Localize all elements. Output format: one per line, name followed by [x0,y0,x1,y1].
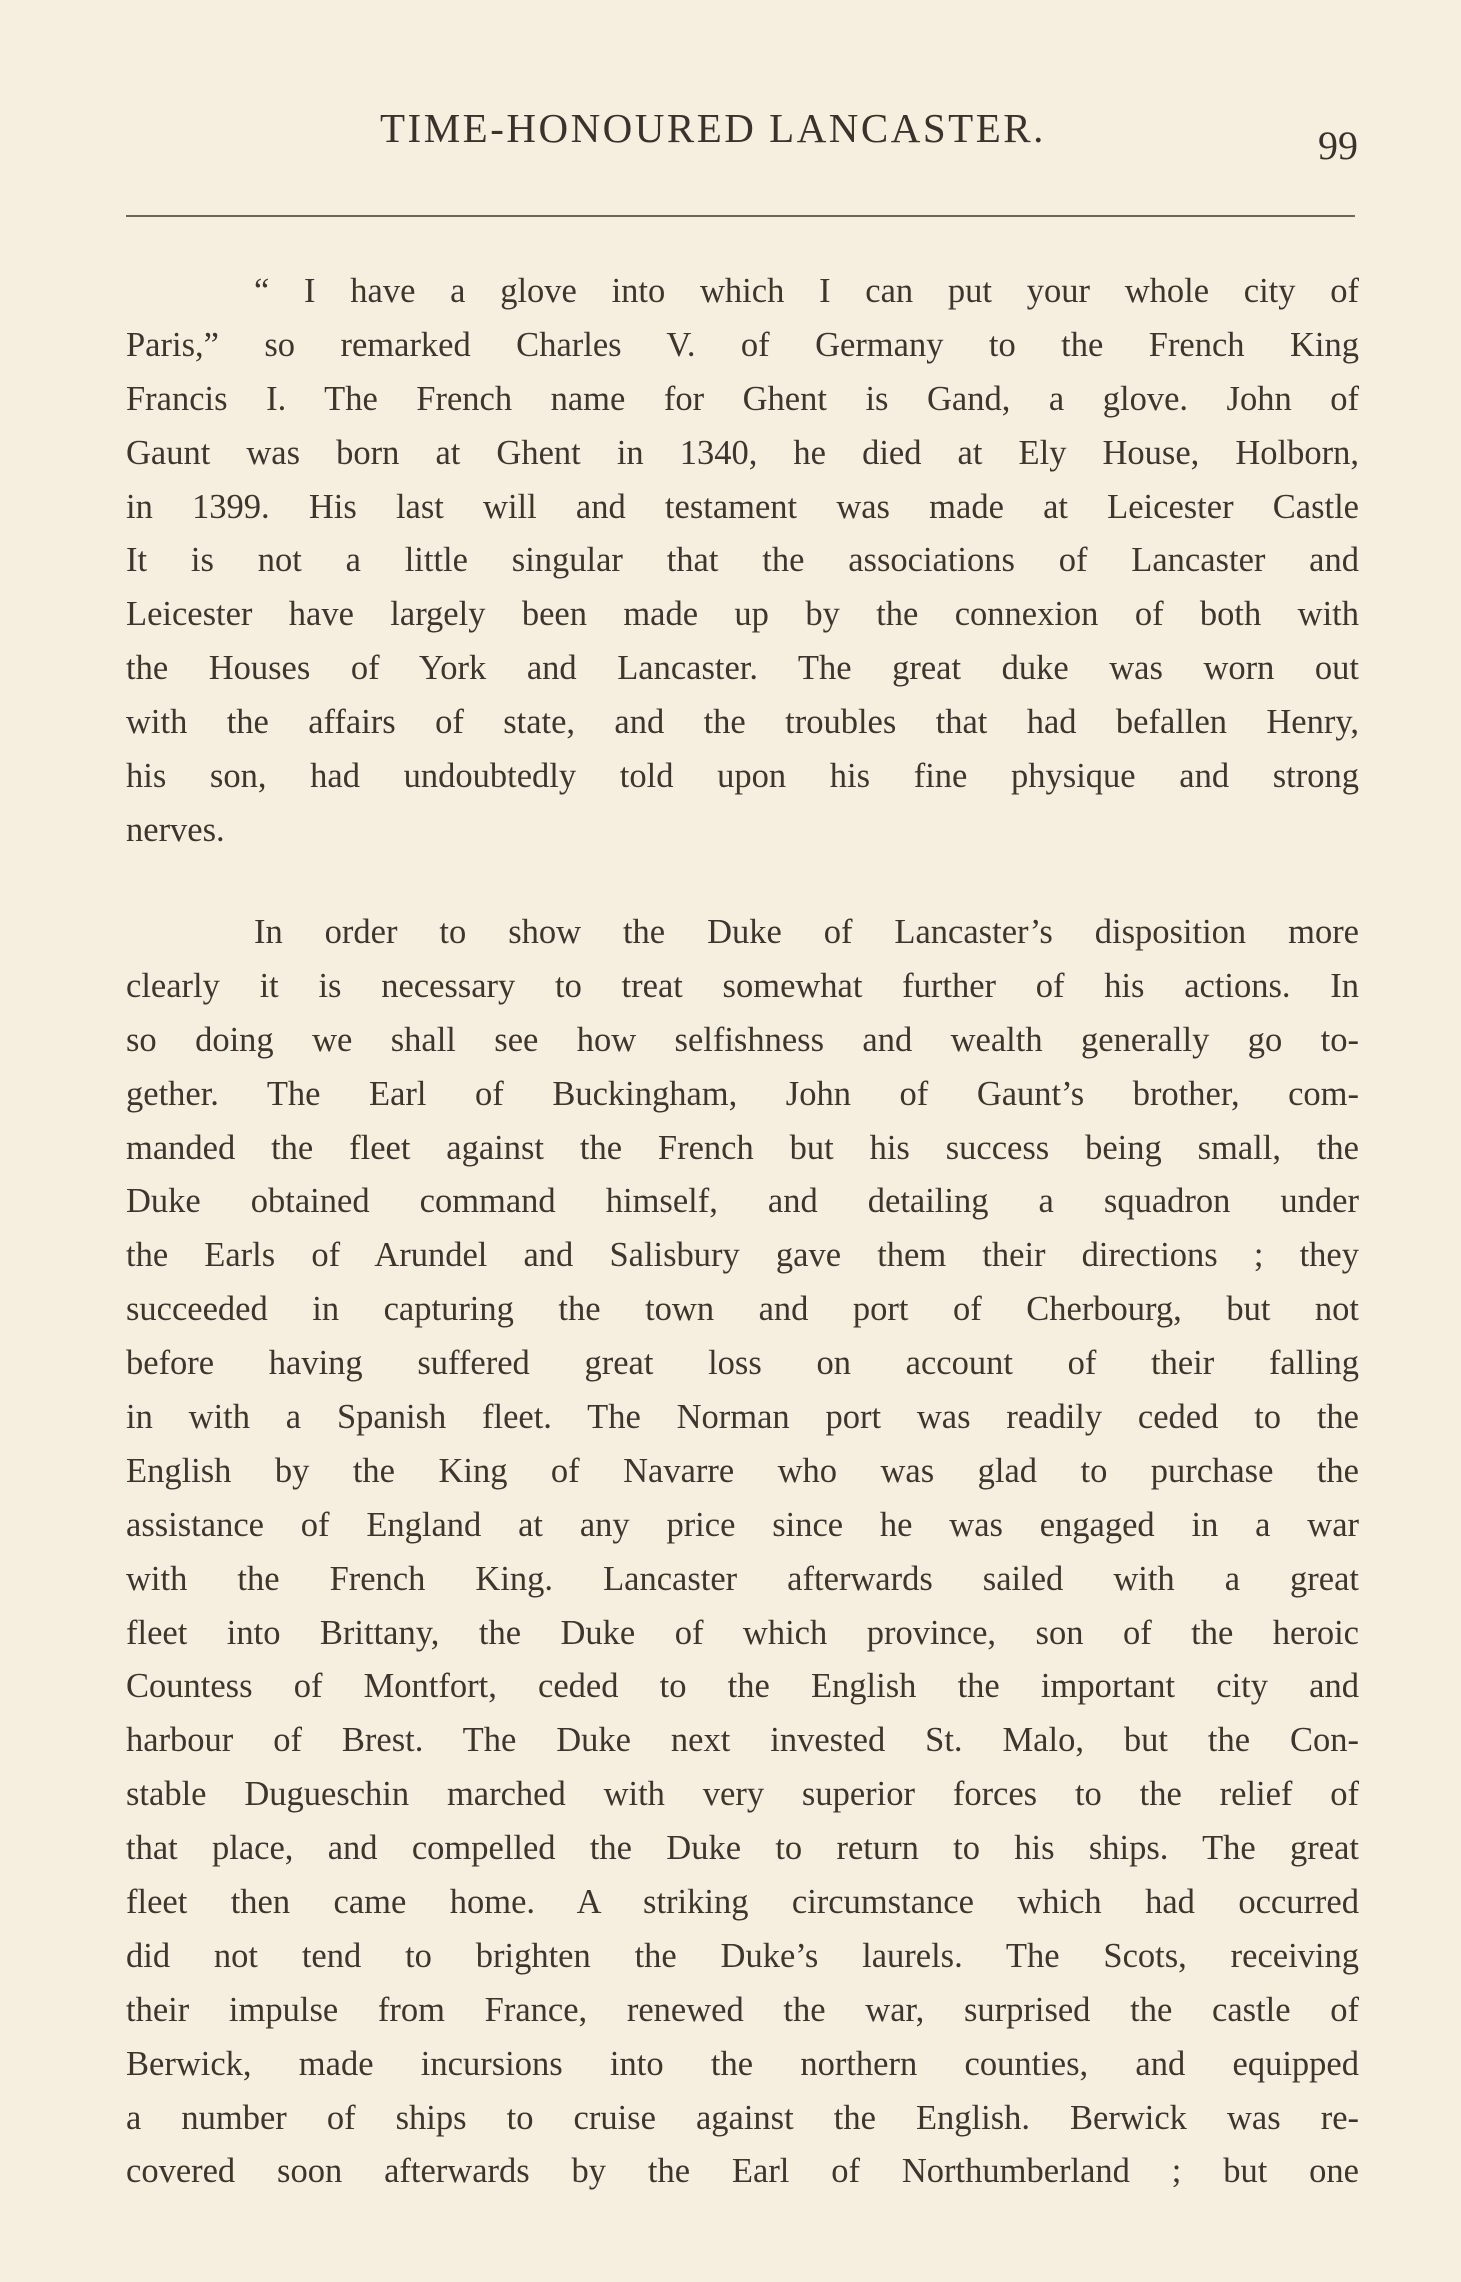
text-line: manded the fleet against the French but his success being small, the [126,1128,1359,1167]
text-line: did not tend to brighten the Duke’s laurels. The Scots, receiving [126,1936,1359,1975]
text-line: Paris,” so remarked Charles V. of Germany to the French King [126,325,1359,364]
text-line: Duke obtained command himself, and detailing a squadron under [126,1182,1359,1221]
text-line: before having suffered great loss on account of their falling [126,1344,1359,1383]
text-line: their impulse from France, renewed the war, surprised the castle of [126,1990,1359,2029]
paragraph-2 [126,906,1359,2199]
text-line: with the French King. Lancaster afterwards sailed with a great [126,1559,1359,1598]
text-line: with the affairs of state, and the troubles that had befallen Henry, [126,703,1359,742]
text-line: It is not a little singular that the associations of Lancaster and [126,541,1359,580]
text-line: covered soon afterwards by the Earl of Northumberland ; but one [126,2152,1359,2191]
text-line: harbour of Brest. The Duke next invested St. Malo, but the Con- [126,1721,1359,1760]
text-line: so doing we shall see how selfishness and wealth generally go to- [126,1020,1359,1059]
text-line: fleet into Brittany, the Duke of which province, son of the heroic [126,1613,1359,1652]
text-line: Leicester have largely been made up by the connexion of both with [126,595,1359,634]
text-line: nerves. [126,810,225,849]
text-line: Gaunt was born at Ghent in 1340, he died at Ely House, Holborn, [126,433,1359,472]
running-title: TIME-HONOURED LANCASTER. [380,105,1046,151]
text-line: English by the King of Navarre who was glad to purchase the [126,1451,1359,1490]
text-line: in with a Spanish fleet. The Norman port was readily ceded to the [126,1398,1359,1437]
text-line: Countess of Montfort, ceded to the English the important city and [126,1667,1359,1706]
page-number: 99 [1318,123,1358,168]
text-line: gether. The Earl of Buckingham, John of Gaunt’s brother, com- [126,1074,1359,1113]
text-line: In order to show the Duke of Lancaster’s disposition more [254,913,1359,951]
text-line: the Houses of York and Lancaster. The great duke was worn out [126,649,1359,688]
text-line: in 1399. His last will and testament was made at Leicester Castle [126,487,1359,526]
text-line: stable Dugueschin marched with very superior forces to the relief of [126,1775,1359,1814]
text-line: Francis I. The French name for Ghent is Gand, a glove. John of [126,379,1359,418]
text-line: that place, and compelled the Duke to return to his ships. The great [126,1829,1359,1868]
text-line: succeeded in capturing the town and port of Cherbourg, but not [126,1290,1359,1329]
text-line: clearly it is necessary to treat somewhat further of his actions. In [126,966,1359,1005]
text-line: fleet then came home. A striking circumstance which had occurred [126,1883,1359,1922]
text-line: assistance of England at any price since he was engaged in a war [126,1505,1359,1544]
paragraph-1 [126,265,1359,858]
text-line: Berwick, made incursions into the northern counties, and equipped [126,2044,1359,2083]
text-line: “ I have a glove into which I can put your whole city of [254,272,1359,310]
text-line: a number of ships to cruise against the English. Berwick was re- [126,2098,1359,2137]
text-line: the Earls of Arundel and Salisbury gave them their directions ; they [126,1236,1359,1275]
text-line: his son, had undoubtedly told upon his fine physique and strong [126,757,1359,796]
header-rule [126,215,1355,217]
